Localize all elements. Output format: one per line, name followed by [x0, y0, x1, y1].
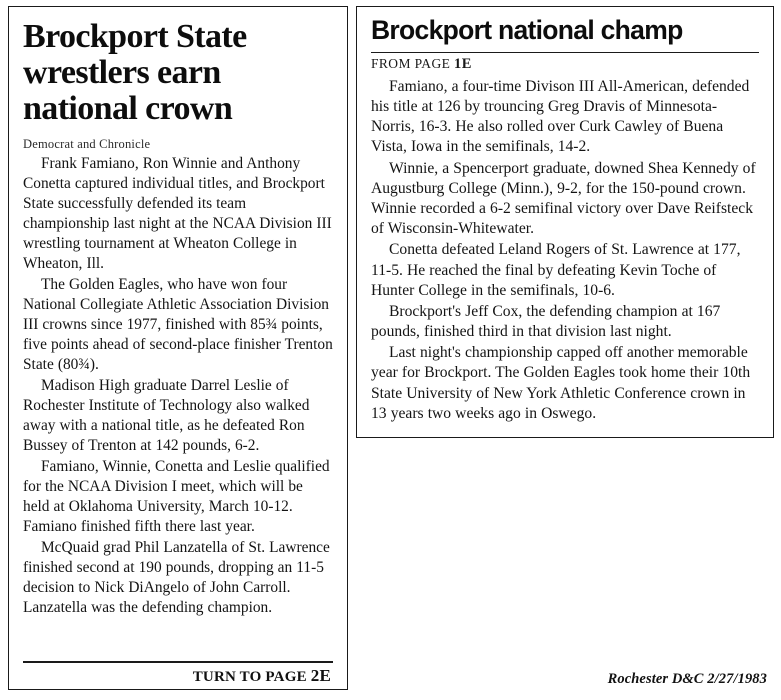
right-paragraph-1: Famiano, a four-time Divison III All-American, defended his title at 126 by trouncing Greg Dravis of Minnesota-Norris, 16-3. He also rolled over Curk Cawley of Buena Vista, Iowa in the semifinals, 14-2. [371, 77, 750, 156]
left-headline-line-3: national crown [23, 90, 233, 128]
right-paragraph-5: Last night's championship capped off another memorable year for Brockport. The Golden Eagles took home their 10th State University of New York Athletic Conference crown in 13 years two weeks ago in Oswego. [371, 344, 751, 422]
right-headline: Brockport national champ [371, 15, 683, 45]
turn-to-page-label: TURN TO PAGE [192, 669, 307, 685]
right-body-text [371, 77, 759, 424]
left-footer-divider [23, 661, 333, 663]
right-paragraph-2: Winnie, a Spencerport graduate, downed Shea Kennedy of Augustburg College (Minn.), 9-2, for the 150-pound crown. Winnie recorded a 6-2 semifinal victory over Dave Reifsteck of Wisconsin-Whitewater. [371, 159, 756, 238]
from-page-number: 1E [454, 55, 472, 72]
turn-to-page-number: 2E [310, 666, 331, 685]
left-paragraph-4: Famiano, Winnie, Conetta and Leslie qualified for the NCAA Division I meet, which will be held at Oklahoma University, March 10-12. Famiano finished fifth there last year. [23, 458, 330, 536]
turn-to-page-footer [193, 666, 331, 686]
left-headline-line-2: wrestlers earn [23, 54, 221, 92]
left-headline-line-1: Brockport State [23, 18, 247, 55]
right-newspaper-clipping [356, 6, 774, 438]
right-paragraph-4: Brockport's Jeff Cox, the defending champion at 167 pounds, finished third in that division last night. [371, 302, 721, 341]
right-headline-divider [371, 52, 759, 53]
left-source-credit: Democrat and Chronicle [23, 137, 151, 152]
left-headline [23, 19, 333, 127]
source-credit-caption: Rochester D&C 2/27/1983 [607, 671, 767, 687]
left-paragraph-3: Madison High graduate Darrel Leslie of Rochester Institute of Technology also walked away with a national title, as he defeated Ron Bussey of Trenton at 142 pounds, 6-2. [23, 377, 310, 455]
left-body-text [23, 154, 333, 618]
from-page-label: FROM PAGE [371, 55, 451, 71]
left-paragraph-5: McQuaid grad Phil Lanzatella of St. Lawrence finished second at 190 pounds, dropping an 11-5 decision to Nick DiAngelo of John Carroll. Lanzatella was the defending champion. [23, 539, 330, 617]
left-paragraph-1: Frank Famiano, Ron Winnie and Anthony Conetta captured individual titles, and Brockport State successfully defended its team championship last night at the NCAA Division III wrestling tournament at Wheaton College in Wheaton, Ill. [23, 155, 332, 273]
right-paragraph-3: Conetta defeated Leland Rogers of St. Lawrence at 177, 11-5. He reached the final by defeating Kevin Toche of Hunter College in the semifinals, 10-6. [371, 241, 741, 299]
left-newspaper-clipping [8, 6, 348, 690]
left-paragraph-2: The Golden Eagles, who have won four National Collegiate Athletic Association Division III crowns since 1977, finished with 85¾ points, five points ahead of second-place finisher Trenton State (80¾). [23, 276, 333, 374]
from-page-line [371, 56, 759, 73]
